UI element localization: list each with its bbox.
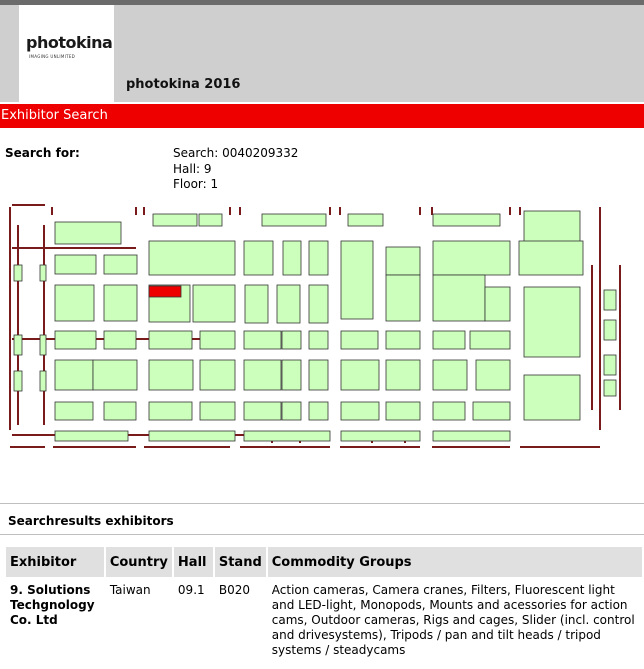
col-stand[interactable]: Stand	[215, 547, 266, 577]
stand[interactable]	[244, 360, 281, 390]
stand[interactable]	[40, 265, 46, 281]
stand[interactable]	[245, 285, 268, 323]
stand[interactable]	[433, 431, 510, 441]
stand[interactable]	[433, 241, 510, 275]
search-floor: Floor: 1	[173, 177, 219, 191]
stand[interactable]	[282, 360, 301, 390]
stand[interactable]	[277, 285, 300, 323]
results-heading: Searchresults exhibitors	[8, 514, 174, 528]
stand[interactable]	[149, 331, 192, 349]
stand[interactable]	[55, 285, 94, 321]
stand[interactable]	[282, 331, 301, 349]
stand[interactable]	[386, 331, 420, 349]
photokina-logo[interactable]	[19, 5, 114, 102]
stand[interactable]	[55, 255, 96, 274]
stand[interactable]	[470, 331, 510, 349]
stand[interactable]	[244, 431, 330, 441]
stand[interactable]	[14, 265, 22, 281]
stand[interactable]	[309, 360, 328, 390]
stand[interactable]	[341, 241, 373, 319]
results-header-row	[6, 547, 642, 577]
page-title-bar	[0, 104, 644, 128]
stand[interactable]	[386, 360, 420, 390]
highlighted-stand[interactable]	[149, 286, 181, 297]
stand[interactable]	[93, 360, 137, 390]
stand[interactable]	[55, 431, 128, 441]
stand[interactable]	[309, 402, 328, 420]
search-hall: Hall: 9	[173, 162, 212, 176]
stand[interactable]	[473, 402, 510, 420]
site-header	[0, 5, 644, 102]
stand[interactable]	[104, 331, 136, 349]
stand[interactable]	[283, 241, 301, 275]
exhibitor-stand: B020	[218, 583, 250, 597]
stand[interactable]	[200, 360, 235, 390]
stand[interactable]	[524, 211, 580, 243]
stand[interactable]	[604, 290, 616, 310]
stand[interactable]	[55, 360, 93, 390]
search-for-label: Search for:	[5, 146, 80, 160]
stand[interactable]	[244, 331, 281, 349]
stand[interactable]	[433, 214, 500, 226]
stand[interactable]	[262, 214, 326, 226]
stand[interactable]	[433, 275, 485, 321]
stand[interactable]	[309, 241, 328, 275]
stand[interactable]	[14, 371, 22, 391]
stand[interactable]	[149, 241, 235, 275]
stand[interactable]	[55, 222, 121, 244]
stand[interactable]	[104, 255, 137, 274]
stand[interactable]	[40, 335, 46, 355]
stand[interactable]	[149, 360, 193, 390]
col-hall[interactable]: Hall	[174, 547, 213, 577]
col-commodity-groups[interactable]: Commodity Groups	[268, 547, 642, 577]
stand[interactable]	[149, 431, 235, 441]
stand[interactable]	[244, 402, 281, 420]
page-title: Exhibitor Search	[1, 108, 108, 123]
stand[interactable]	[341, 360, 379, 390]
stand[interactable]	[149, 402, 192, 420]
stand[interactable]	[604, 355, 616, 375]
stand[interactable]	[524, 287, 580, 357]
stand[interactable]	[244, 241, 273, 275]
stand[interactable]	[386, 247, 420, 275]
col-country[interactable]: Country	[106, 547, 172, 577]
logo-tagline: IMAGING UNLIMITED	[29, 54, 76, 59]
exhibitor-hall: 09.1	[177, 583, 205, 597]
logo-wordmark: photokina	[26, 33, 113, 52]
exhibitor-country: Taiwan	[109, 583, 151, 597]
stand[interactable]	[55, 402, 93, 420]
stand[interactable]	[604, 320, 616, 340]
stand[interactable]	[104, 285, 137, 321]
hall-stands[interactable]	[14, 211, 616, 441]
results-table	[4, 545, 644, 664]
stand[interactable]	[433, 360, 467, 390]
stand[interactable]	[433, 331, 465, 349]
event-title: photokina 2016	[126, 77, 241, 92]
stand[interactable]	[200, 331, 235, 349]
exhibitor-commodities: Action cameras, Camera cranes, Filters, Fluorescent light and LED-light, Monopods, Mounts and acessories for action cams, Outdoor cameras, Rigs and cages, Slider (incl. control and drivesystems), Tripods / pan and tilt heads / tripod systems / steadycams	[271, 583, 635, 657]
stand[interactable]	[40, 371, 46, 391]
stand[interactable]	[200, 402, 235, 420]
stand[interactable]	[309, 331, 328, 349]
stand[interactable]	[341, 402, 379, 420]
stand[interactable]	[309, 285, 328, 323]
stand[interactable]	[341, 431, 420, 441]
stand[interactable]	[485, 287, 510, 321]
stand[interactable]	[14, 335, 22, 355]
stand[interactable]	[386, 402, 420, 420]
stand[interactable]	[604, 380, 616, 396]
hall-floor-map[interactable]	[0, 195, 644, 450]
col-exhibitor[interactable]: Exhibitor	[6, 547, 104, 577]
stand[interactable]	[386, 275, 420, 321]
search-query: Search: 0040209332	[173, 146, 299, 160]
stand[interactable]	[524, 375, 580, 420]
stand[interactable]	[433, 402, 465, 420]
stand[interactable]	[55, 331, 96, 349]
stand[interactable]	[282, 402, 301, 420]
table-row[interactable]	[6, 579, 642, 662]
stand[interactable]	[341, 331, 378, 349]
stand[interactable]	[199, 214, 222, 226]
stand[interactable]	[348, 214, 383, 226]
exhibitor-name[interactable]: 9. Solutions Techgnology Co. Ltd	[10, 583, 95, 627]
stand[interactable]	[519, 241, 583, 275]
stand[interactable]	[193, 285, 235, 322]
stand[interactable]	[476, 360, 510, 390]
stand[interactable]	[104, 402, 136, 420]
results-heading-bar	[0, 503, 644, 535]
stand[interactable]	[153, 214, 197, 226]
